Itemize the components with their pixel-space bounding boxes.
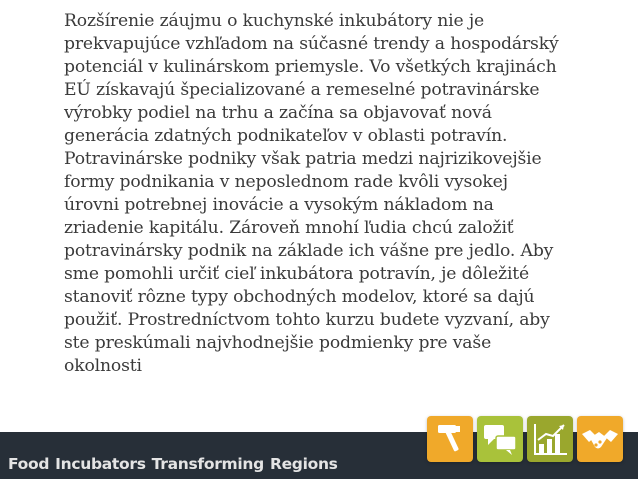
text-line: okolnosti (64, 356, 142, 376)
text-line: úrovni potrebnej inovácie a vysokým nákladom na (64, 195, 494, 215)
hammer-icon (427, 416, 473, 462)
growth-chart-icon (527, 416, 573, 462)
handshake-tile (577, 416, 623, 462)
paragraph-1 (64, 10, 624, 148)
text-line: EÚ získavajú špecializované a remeselné potravinárske (64, 80, 540, 100)
speech-bubbles-icon (477, 416, 523, 462)
brand-word: Food (8, 455, 50, 473)
text-line: formy podnikania v neposlednom rade kvôli vysokej (64, 172, 508, 192)
text-line: prekvapujúce vzhľadom na súčasné trendy a hospodárský (64, 34, 559, 54)
paragraph-2 (64, 148, 624, 378)
handshake-icon (577, 416, 623, 462)
brand-word: Incubators (55, 455, 146, 473)
text-line: výrobky podiel na trhu a začína sa objavovať nová (64, 103, 492, 123)
text-line: potravinársky podnik na základe ich vášne pre jedlo. Aby (64, 241, 554, 261)
hammer-tile (427, 416, 473, 462)
brand-word: Transforming (151, 455, 264, 473)
text-line: sme pomohli určiť cieľ inkubátora potravín, je dôležité (64, 264, 530, 284)
text-line: stanoviť rôzne typy obchodných modelov, ktoré sa dajú (64, 287, 535, 307)
brand-word: Regions (269, 455, 338, 473)
text-line: použiť. Prostredníctvom tohto kurzu budete vyzvaní, aby (64, 310, 550, 330)
text-line: generácia zdatných podnikateľov v oblasti potravín. (64, 126, 508, 146)
growth-chart-tile (527, 416, 573, 462)
text-line: ste preskúmali najvhodnejšie podmienky pre vaše (64, 333, 492, 353)
text-line: potenciál v kulinárskom priemysle. Vo všetkých krajinách (64, 57, 557, 77)
brand-title (8, 455, 344, 473)
speech-bubbles-tile (477, 416, 523, 462)
text-line: Potravinárske podniky však patria medzi najrizikovejšie (64, 149, 542, 169)
text-line: zriadenie kapitálu. Zároveň mnohí ľudia chcú založiť (64, 218, 514, 238)
slide-body (64, 10, 624, 378)
text-line: Rozšírenie záujmu o kuchynské inkubátory nie je (64, 11, 485, 31)
